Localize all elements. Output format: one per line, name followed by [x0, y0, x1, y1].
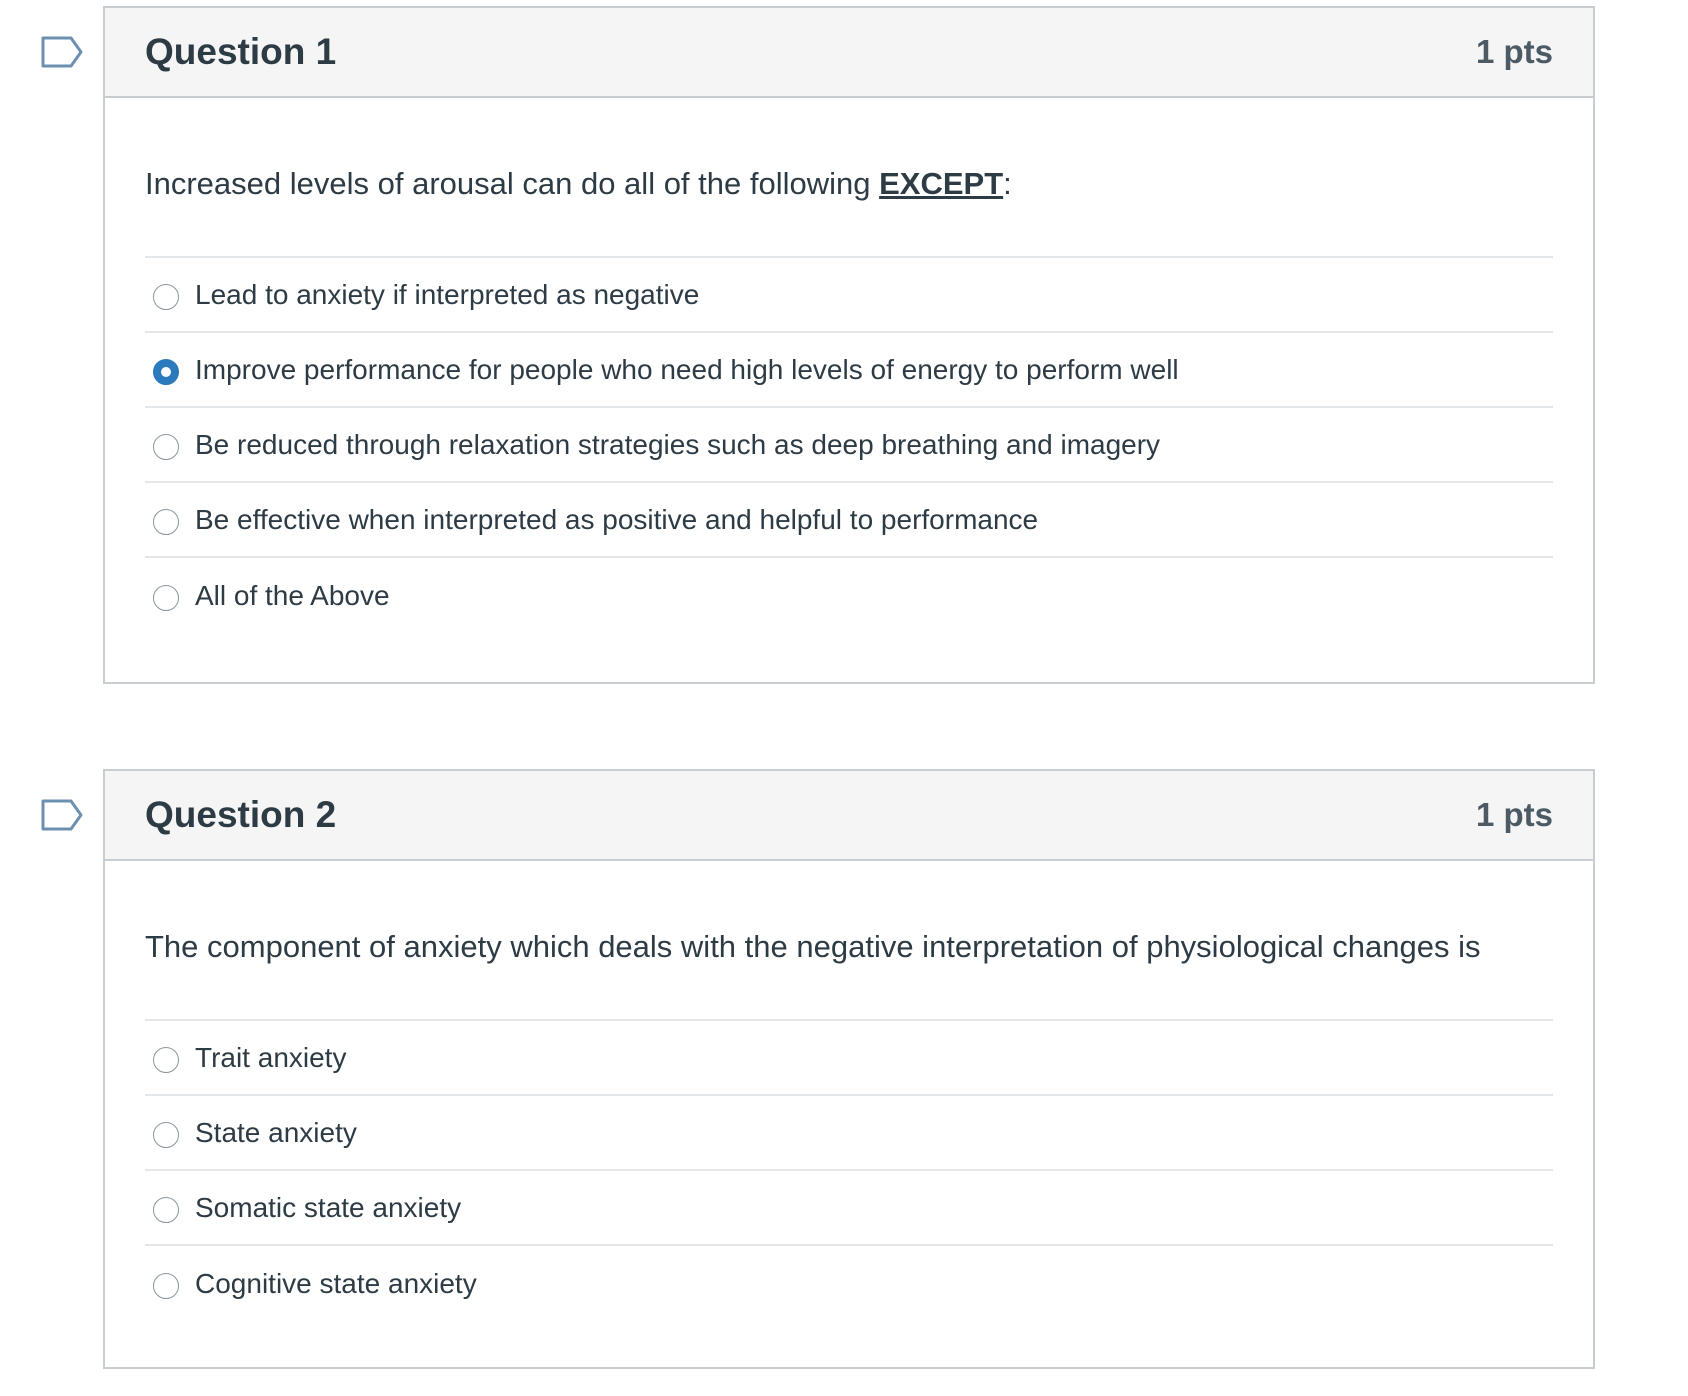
radio-button[interactable] — [153, 1122, 179, 1148]
radio-button[interactable] — [153, 509, 179, 535]
answer-label[interactable]: State anxiety — [195, 1116, 357, 1148]
question-card-1 — [103, 6, 1595, 684]
question-text-end: : — [1003, 166, 1012, 201]
answer-option[interactable] — [145, 333, 1553, 408]
question-text: The component of anxiety which deals with the negative interpretation of physiological changes is — [145, 861, 1553, 1021]
radio-button[interactable] — [153, 585, 179, 611]
answer-label[interactable]: Be effective when interpreted as positive and helpful to performance — [195, 503, 1039, 535]
question-card-2 — [103, 769, 1595, 1369]
answer-option[interactable] — [145, 1021, 1553, 1096]
question-text — [145, 98, 1553, 258]
question-body — [105, 98, 1593, 633]
radio-button[interactable] — [153, 434, 179, 460]
question-text-emphasis: EXCEPT — [879, 166, 1004, 201]
answer-label[interactable]: Trait anxiety — [195, 1041, 347, 1073]
answer-label[interactable]: Improve performance for people who need high levels of energy to perform well — [195, 353, 1179, 385]
question-title: Question 1 — [145, 31, 337, 72]
answer-option[interactable] — [145, 558, 1553, 633]
flag-question-icon[interactable] — [41, 799, 83, 831]
answer-option[interactable] — [145, 1171, 1553, 1246]
flag-question-icon[interactable] — [41, 36, 83, 68]
question-title: Question 2 — [145, 794, 337, 835]
question-body — [105, 861, 1593, 1321]
answer-label[interactable]: Somatic state anxiety — [195, 1191, 462, 1223]
answer-label[interactable]: All of the Above — [195, 579, 390, 611]
answer-option[interactable] — [145, 1246, 1553, 1321]
question-header — [105, 771, 1593, 861]
answer-option[interactable] — [145, 408, 1553, 483]
answer-option[interactable] — [145, 258, 1553, 333]
answer-label[interactable]: Lead to anxiety if interpreted as negative — [195, 278, 700, 310]
question-header — [105, 8, 1593, 98]
answer-option[interactable] — [145, 1096, 1553, 1171]
radio-button-selected[interactable] — [153, 359, 179, 385]
answer-option[interactable] — [145, 483, 1553, 558]
radio-button[interactable] — [153, 1273, 179, 1299]
answer-label[interactable]: Cognitive state anxiety — [195, 1267, 477, 1299]
radio-button[interactable] — [153, 1197, 179, 1223]
question-points: 1 pts — [1475, 796, 1553, 833]
radio-button[interactable] — [153, 1047, 179, 1073]
answer-label[interactable]: Be reduced through relaxation strategies such as deep breathing and imagery — [195, 428, 1161, 460]
radio-button[interactable] — [153, 284, 179, 310]
question-points: 1 pts — [1475, 33, 1553, 70]
question-text-start: Increased levels of arousal can do all of the following — [145, 166, 880, 201]
